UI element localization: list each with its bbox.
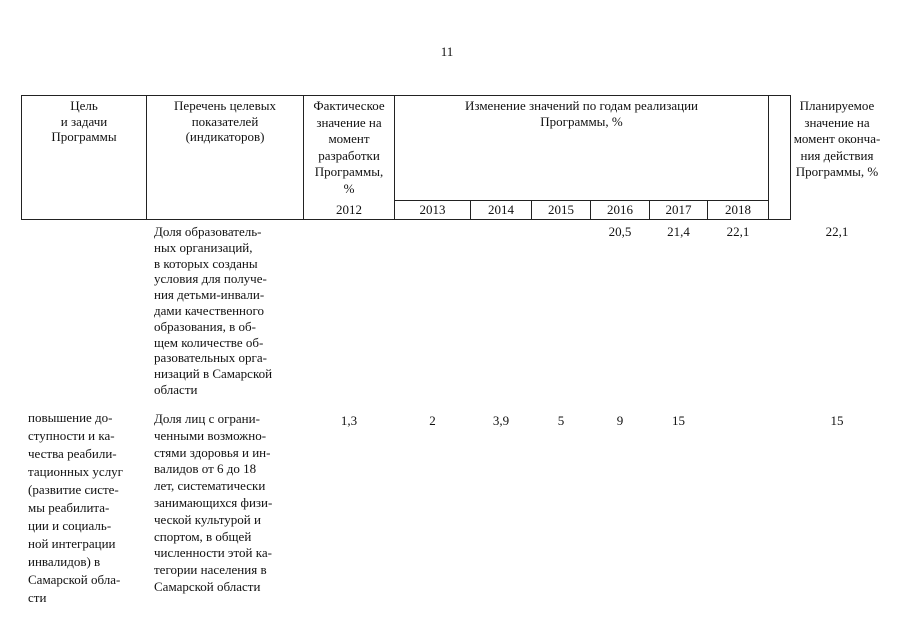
- year-2017: 2017: [665, 202, 692, 217]
- row1-indicator: Доля образователь- ных организаций, в которых созданы условия для получе- ния детьми-инвали- дами качественного образования, в об- щем количестве об- разовательных орга- низаций в Самарской области: [154, 224, 273, 397]
- row1-value-2018: 22,1: [726, 224, 750, 239]
- row2-goal: повышение до- ступности и ка- чества реабили- тационных услуг (развитие систе- мы реабилита- ции и социаль- ной интеграции инвалидов) в Самарской обла- сти: [28, 410, 124, 605]
- row1-value-2017: 21,4: [667, 224, 690, 239]
- year-2012: 2012: [336, 202, 362, 217]
- header-planned-value: Планируемое значение на момент оконча- ния действия Программы, %: [793, 98, 881, 179]
- page-number: 11: [440, 44, 454, 59]
- year-2016: 2016: [607, 202, 633, 217]
- header-actual-value: Фактическое значение на момент разработки Программы, %: [313, 98, 385, 196]
- year-2018: 2018: [725, 202, 751, 217]
- row1-value-2016: 20,5: [608, 224, 632, 239]
- year-2013: 2013: [419, 202, 446, 217]
- year-2015: 2015: [548, 202, 574, 217]
- header-goal: Цель и задачи Программы: [51, 98, 117, 144]
- row2-value-2012: 1,3: [340, 413, 358, 428]
- row2-value-2013: 2: [429, 413, 436, 428]
- row2-indicator: Доля лиц с ограни- ченными возможно- стями здоровья и ин- валидов от 6 до 18 лет, систематически занимающихся физи- ческой культурой и спортом, в общей численности этой ка- тегории населения в Самарской области: [154, 411, 273, 594]
- row2-value-2015: 5: [557, 413, 565, 428]
- row2-value-2014: 3,9: [492, 413, 510, 428]
- header-yearly-change: Изменение значений по годам реализации Программы, %: [464, 98, 698, 129]
- row2-value-2016: 9: [616, 413, 624, 428]
- row1-planned-value: 22,1: [825, 224, 849, 239]
- year-2014: 2014: [488, 202, 514, 217]
- row2-planned-value: 15: [830, 413, 844, 428]
- row2-value-2017: 15: [672, 413, 685, 428]
- header-indicators: Перечень целевых показателей (индикаторов): [174, 98, 276, 144]
